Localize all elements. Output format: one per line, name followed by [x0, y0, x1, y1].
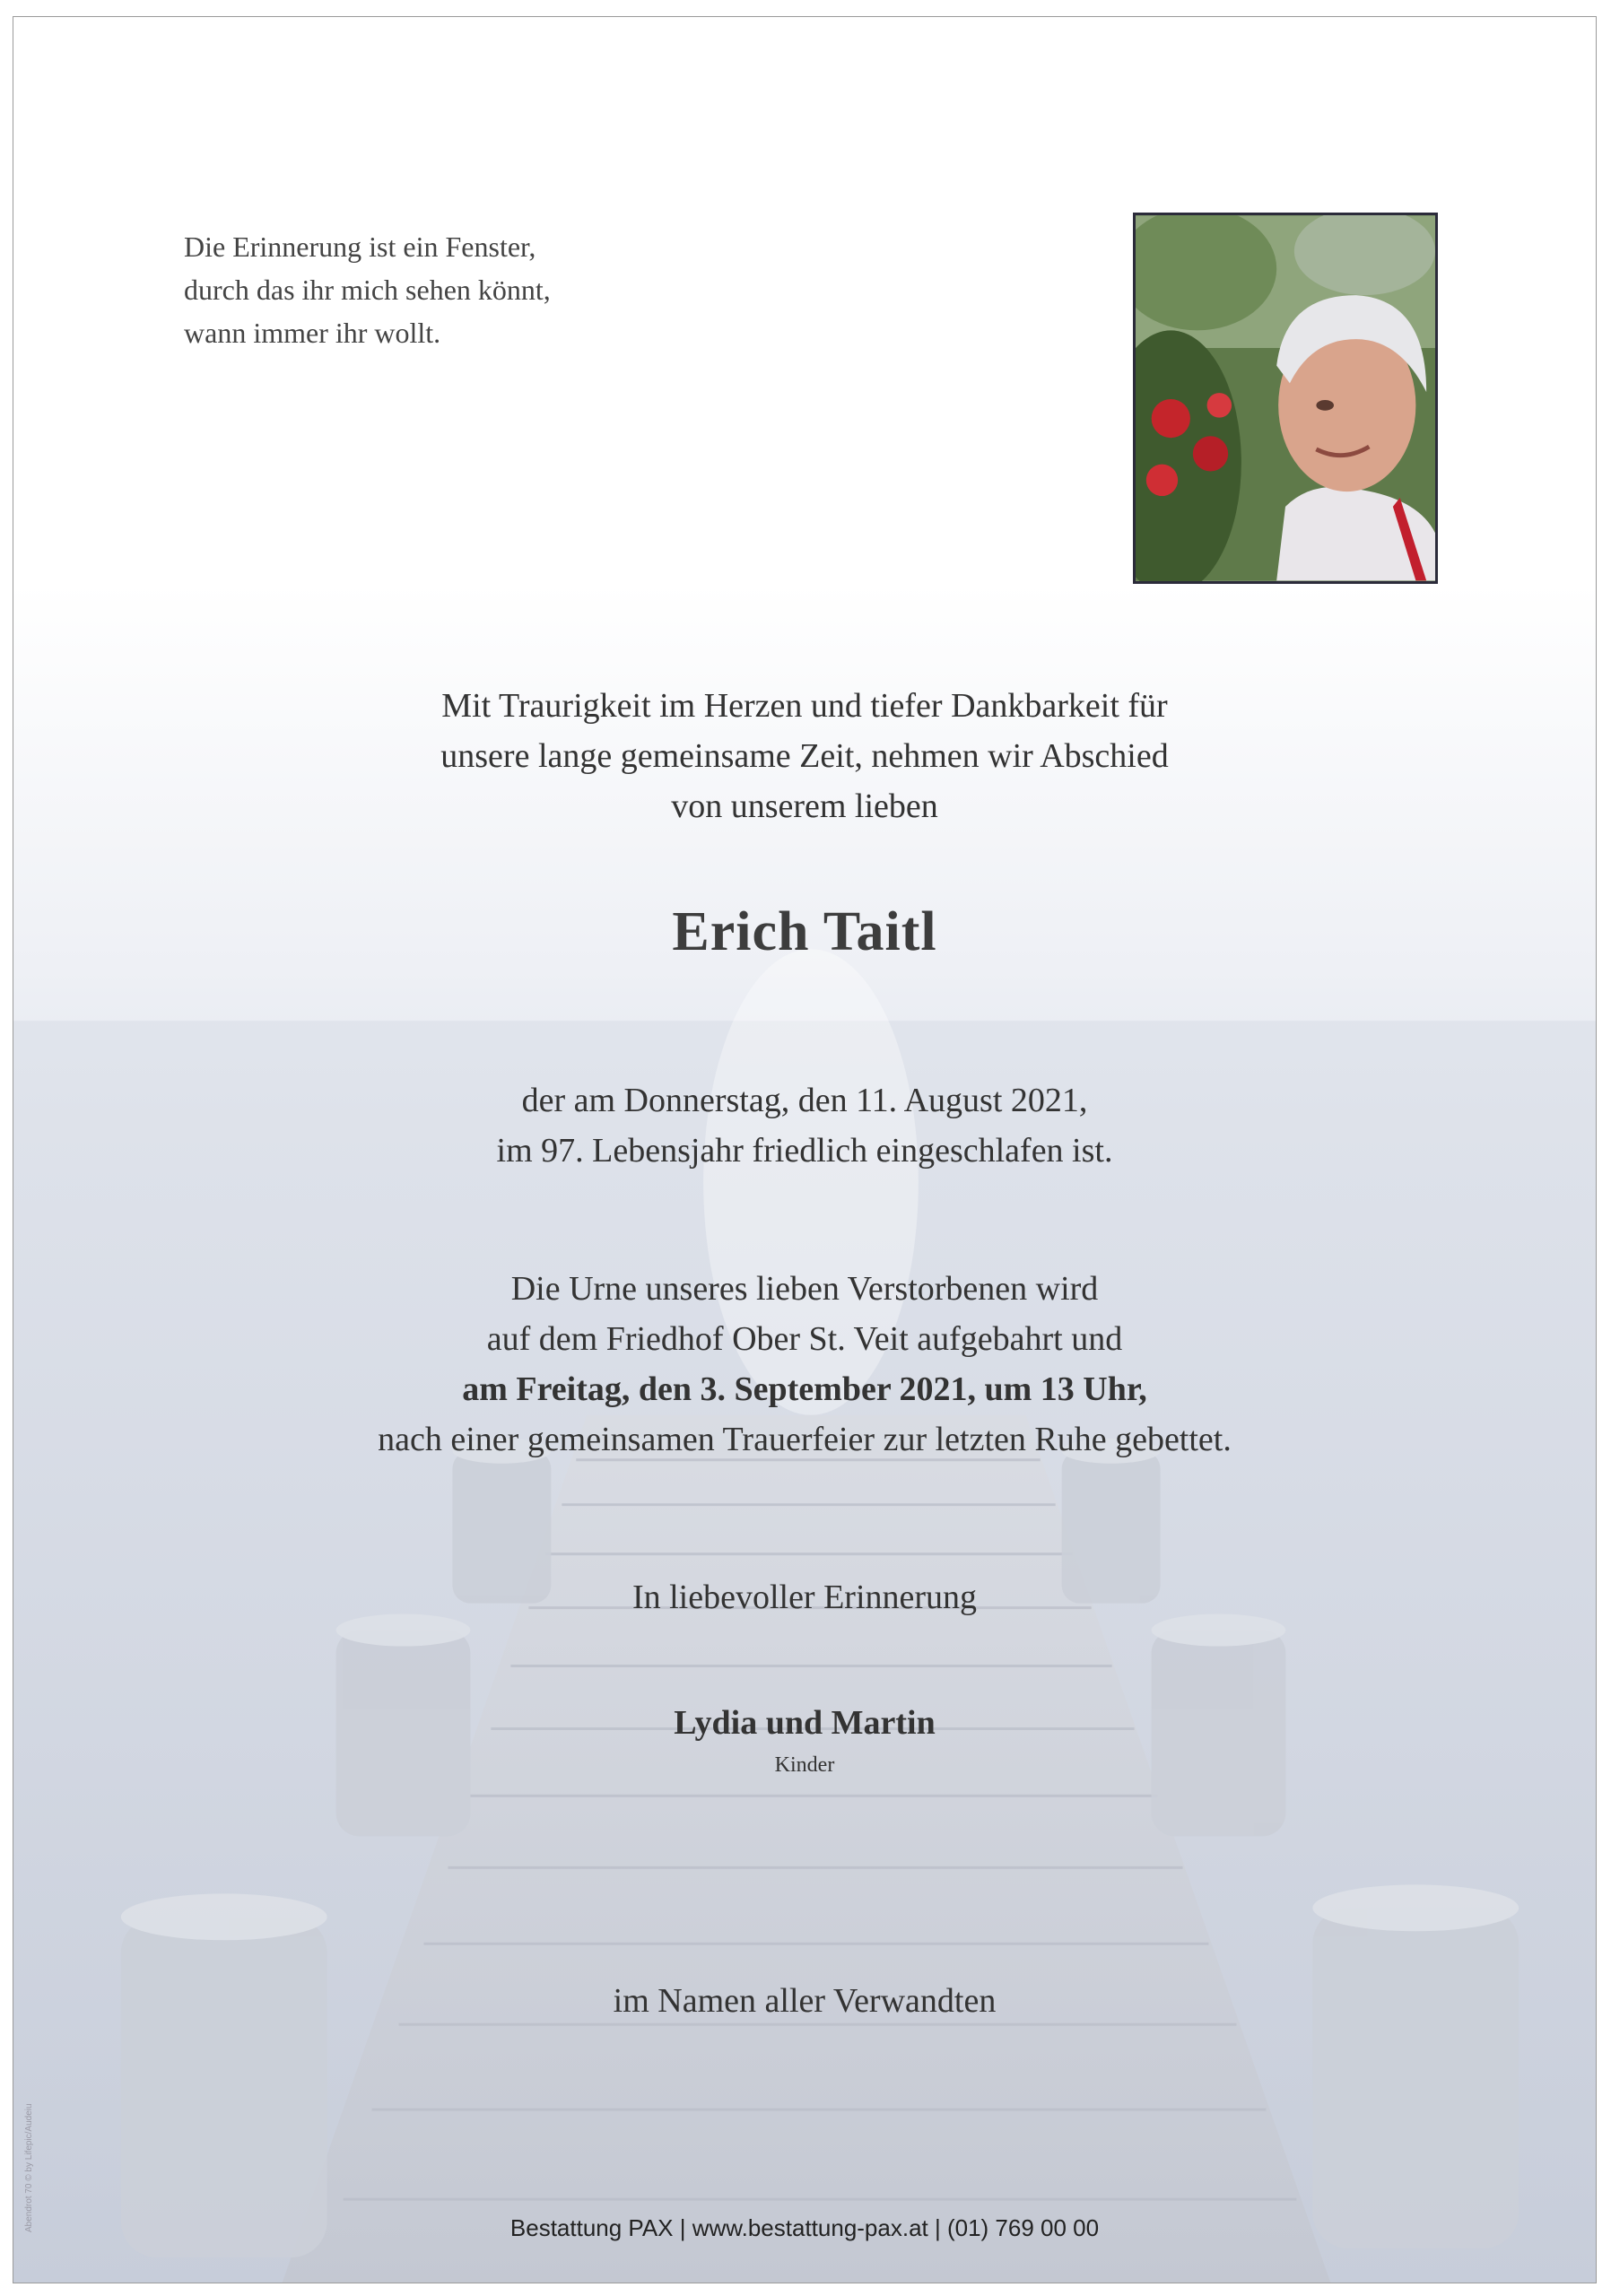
funeral-line: Die Urne unseres lieben Verstorbenen wird [510, 1270, 1099, 1308]
portrait-image [1136, 215, 1435, 581]
obituary-card [13, 16, 1597, 2283]
memory-line: In liebevoller Erinnerung [631, 1578, 978, 1616]
death-line: der am Donnerstag, den 11. August 2021, [521, 1082, 1088, 1119]
funeral-date: am Freitag, den 3. September 2021, um 13 Uhr, [462, 1370, 1147, 1408]
mourners-names: Lydia und Martin [674, 1704, 936, 1742]
mourners-relation: Kinder [774, 1753, 835, 1777]
intro-line: unsere lange gemeinsame Zeit, nehmen wir Abschied [440, 737, 1169, 775]
portrait-photo [1133, 213, 1438, 584]
funeral-details [13, 1264, 1596, 1465]
quote-line: Die Erinnerung ist ein Fenster, [184, 230, 536, 263]
quote-line: wann immer ihr wollt. [184, 317, 441, 349]
intro-text [13, 681, 1596, 831]
funeral-home-footer: Bestattung PAX | www.bestattung-pax.at | (01) 769 00 00 [509, 2214, 1100, 2241]
relatives-line: im Namen aller Verwandten [613, 1982, 997, 2020]
death-notice [13, 1075, 1596, 1176]
funeral-line: auf dem Friedhof Ober St. Veit aufgebahrt und [486, 1320, 1123, 1358]
intro-line: Mit Traurigkeit im Herzen und tiefer Dankbarkeit für [441, 687, 1168, 725]
deceased-name: Erich Taitl [672, 901, 937, 962]
memorial-quote [184, 225, 551, 354]
image-credit: Abendrot 70 © by Lifepic/Audeiu [24, 2103, 34, 2232]
quote-line: durch das ihr mich sehen könnt, [184, 274, 551, 306]
death-line: im 97. Lebensjahr friedlich eingeschlafen ist. [496, 1132, 1113, 1170]
intro-line: von unserem lieben [671, 787, 938, 825]
funeral-line: nach einer gemeinsamen Trauerfeier zur letzten Ruhe gebettet. [378, 1421, 1232, 1458]
